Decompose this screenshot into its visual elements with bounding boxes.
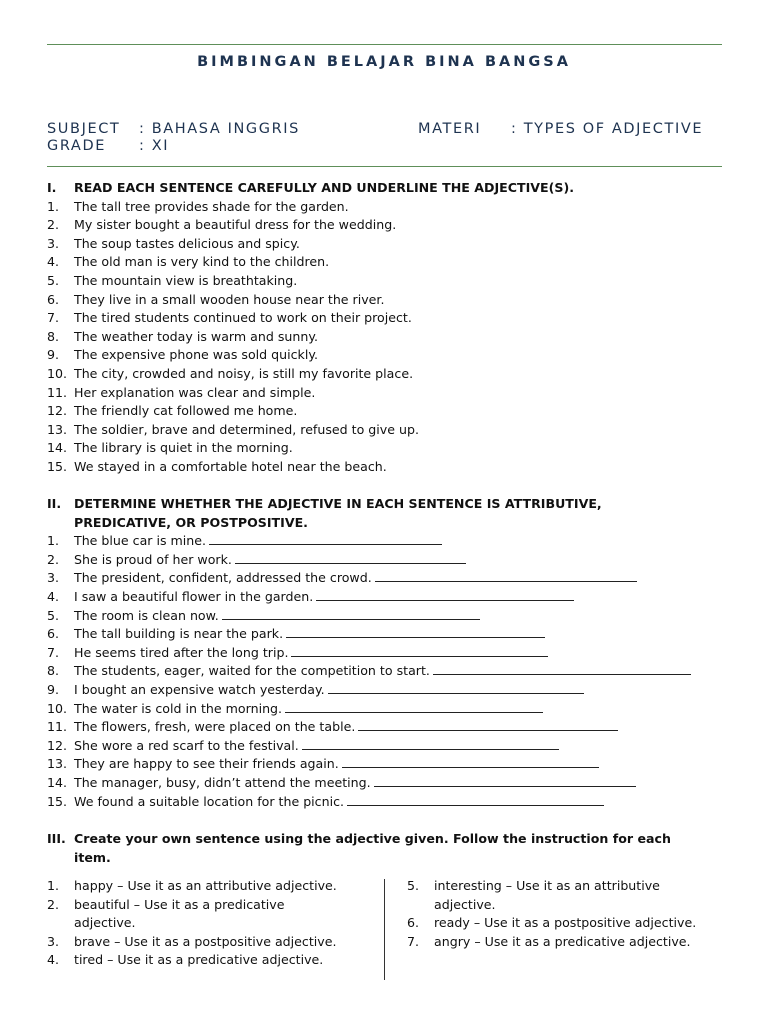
item-number: 2. xyxy=(47,896,60,912)
list-item xyxy=(47,951,367,970)
item-sentence-text: I saw a beautiful flower in the garden. xyxy=(74,588,314,604)
item-sentence xyxy=(74,755,599,774)
item-number: 5. xyxy=(407,878,420,893)
list-item xyxy=(47,235,727,254)
list-item xyxy=(407,877,737,896)
item-instruction: ready – Use it as a postpositive adjective. xyxy=(434,915,697,931)
list-item xyxy=(47,933,367,952)
item-instruction: tired – Use it as a predicative adjective. xyxy=(74,952,324,968)
item-instruction: interesting – Use it as an attributive xyxy=(434,878,660,893)
item-instruction: brave – Use it as a postpositive adjective. xyxy=(74,933,337,949)
item-sentence-text: The manager, busy, didn’t attend the meeting. xyxy=(74,774,371,790)
instruction-text: READ EACH SENTENCE CAREFULLY AND UNDERLINE THE ADJECTIVE(S). xyxy=(74,180,575,195)
answer-blank[interactable] xyxy=(302,737,559,750)
answer-blank[interactable] xyxy=(328,681,584,694)
section-3-left-column xyxy=(47,877,367,970)
instruction-text: Create your own sentence using the adjective given. Follow the instruction for each xyxy=(74,831,671,846)
item-number: 7. xyxy=(47,644,60,660)
item-sentence: The soup tastes delicious and spicy. xyxy=(74,235,300,251)
list-item xyxy=(47,662,727,681)
item-sentence xyxy=(74,569,637,588)
item-number: 14. xyxy=(47,774,68,790)
item-instruction: adjective. xyxy=(74,915,136,931)
list-item xyxy=(47,681,727,700)
column-divider xyxy=(384,879,385,980)
item-number: 11. xyxy=(47,719,68,735)
item-sentence: We stayed in a comfortable hotel near the beach. xyxy=(74,458,387,474)
answer-blank[interactable] xyxy=(347,793,604,806)
list-item-cont xyxy=(407,896,737,915)
item-sentence: The tired students continued to work on their project. xyxy=(74,310,412,326)
item-number: 10. xyxy=(47,700,68,716)
item-sentence xyxy=(74,718,618,737)
item-number: 13. xyxy=(47,421,68,437)
list-item xyxy=(47,253,727,272)
item-sentence xyxy=(74,607,480,626)
item-number: 15. xyxy=(47,458,68,474)
answer-blank[interactable] xyxy=(285,700,543,713)
item-sentence-text: We found a suitable location for the picnic. xyxy=(74,793,345,809)
instruction-text: DETERMINE WHETHER THE ADJECTIVE IN EACH SENTENCE IS ATTRIBUTIVE, xyxy=(74,496,602,511)
item-sentence: The city, crowded and noisy, is still my favorite place. xyxy=(74,365,414,381)
section-3-instruction-cont xyxy=(47,849,727,868)
list-item xyxy=(47,793,727,812)
list-item xyxy=(47,569,727,588)
page-title: BIMBINGAN BELAJAR BINA BANGSA xyxy=(197,54,571,70)
answer-blank[interactable] xyxy=(433,662,691,675)
answer-blank[interactable] xyxy=(222,607,480,620)
answer-blank[interactable] xyxy=(375,569,637,582)
list-item xyxy=(47,588,727,607)
item-number: 9. xyxy=(47,681,60,697)
section-2-instruction-cont xyxy=(47,514,727,533)
item-sentence-text: The students, eager, waited for the competition to start. xyxy=(74,663,430,679)
item-sentence xyxy=(74,625,545,644)
answer-blank[interactable] xyxy=(316,588,574,601)
list-item xyxy=(47,309,727,328)
materi-value: : TYPES OF ADJECTIVE xyxy=(511,121,704,137)
item-sentence-text: I bought an expensive watch yesterday. xyxy=(74,681,325,697)
item-number: 10. xyxy=(47,365,68,381)
subject-value: : BAHASA INGGRIS xyxy=(139,121,300,137)
section-numeral: I. xyxy=(47,180,57,195)
list-item xyxy=(47,532,727,551)
list-item xyxy=(47,755,727,774)
item-sentence: The old man is very kind to the children. xyxy=(74,254,330,270)
item-number: 3. xyxy=(47,235,60,251)
grade-value: : XI xyxy=(139,138,170,154)
item-number: 8. xyxy=(47,328,60,344)
item-sentence xyxy=(74,662,691,681)
item-sentence-text: They are happy to see their friends again. xyxy=(74,756,339,772)
list-item xyxy=(47,402,727,421)
item-sentence: My sister bought a beautiful dress for the wedding. xyxy=(74,217,397,233)
item-sentence-text: She wore a red scarf to the festival. xyxy=(74,737,299,753)
item-number: 6. xyxy=(47,291,60,307)
answer-blank[interactable] xyxy=(209,532,442,545)
list-item xyxy=(47,551,727,570)
grade-label: GRADE xyxy=(47,138,106,154)
list-item xyxy=(47,774,727,793)
answer-blank[interactable] xyxy=(342,755,599,768)
list-item xyxy=(47,272,727,291)
item-number: 8. xyxy=(47,663,60,679)
item-sentence xyxy=(74,588,574,607)
list-item xyxy=(47,439,727,458)
item-sentence: The tall tree provides shade for the garden. xyxy=(74,198,349,214)
item-sentence xyxy=(74,532,442,551)
list-item xyxy=(47,607,727,626)
list-item xyxy=(47,328,727,347)
section-3-instruction xyxy=(47,830,727,849)
item-sentence xyxy=(74,774,636,793)
header-bottom-rule xyxy=(47,166,722,167)
list-item xyxy=(47,896,367,915)
list-item xyxy=(47,365,727,384)
item-sentence-text: The water is cold in the morning. xyxy=(74,700,283,716)
item-sentence: The expensive phone was sold quickly. xyxy=(74,347,319,363)
section-1-instruction xyxy=(47,179,727,198)
subject-label: SUBJECT xyxy=(47,121,121,137)
item-number: 1. xyxy=(47,878,60,893)
item-number: 7. xyxy=(47,310,60,326)
list-item xyxy=(47,198,727,217)
item-sentence xyxy=(74,737,559,756)
list-item-cont xyxy=(47,914,367,933)
item-sentence xyxy=(74,700,543,719)
item-number: 3. xyxy=(47,933,60,949)
item-sentence: Her explanation was clear and simple. xyxy=(74,384,316,400)
item-number: 4. xyxy=(47,254,60,270)
item-number: 5. xyxy=(47,272,60,288)
item-sentence xyxy=(74,681,584,700)
item-instruction: adjective. xyxy=(434,896,496,912)
list-item xyxy=(47,718,727,737)
list-item xyxy=(47,421,727,440)
section-2 xyxy=(47,495,727,811)
item-instruction: beautiful – Use it as a predicative xyxy=(74,896,285,912)
item-number: 14. xyxy=(47,440,68,456)
item-sentence: The soldier, brave and determined, refused to give up. xyxy=(74,421,419,437)
item-number: 12. xyxy=(47,403,68,419)
item-instruction: happy – Use it as an attributive adjective. xyxy=(74,878,337,893)
item-sentence-text: The president, confident, addressed the crowd. xyxy=(74,570,372,586)
list-item xyxy=(47,384,727,403)
list-item xyxy=(47,700,727,719)
item-sentence: The weather today is warm and sunny. xyxy=(74,328,319,344)
list-item xyxy=(47,625,727,644)
item-number: 9. xyxy=(47,347,60,363)
item-number: 3. xyxy=(47,570,60,586)
item-sentence: The friendly cat followed me home. xyxy=(74,403,298,419)
top-rule xyxy=(47,44,722,45)
item-number: 6. xyxy=(47,626,60,642)
item-number: 7. xyxy=(407,933,420,949)
item-sentence xyxy=(74,551,466,570)
item-sentence-text: The blue car is mine. xyxy=(74,533,207,549)
list-item xyxy=(47,291,727,310)
section-1 xyxy=(47,179,727,477)
section-1-list xyxy=(47,198,727,477)
item-sentence xyxy=(74,644,548,663)
item-number: 5. xyxy=(47,607,60,623)
item-number: 4. xyxy=(47,588,60,604)
list-item xyxy=(47,216,727,235)
item-number: 15. xyxy=(47,793,68,809)
answer-blank[interactable] xyxy=(235,551,466,564)
materi-label: MATERI xyxy=(418,121,482,137)
list-item xyxy=(47,346,727,365)
item-number: 1. xyxy=(47,533,60,549)
answer-blank[interactable] xyxy=(374,774,636,787)
list-item xyxy=(47,644,727,663)
section-3 xyxy=(47,830,727,867)
item-sentence: They live in a small wooden house near the river. xyxy=(74,291,385,307)
list-item xyxy=(407,933,737,952)
section-numeral: III. xyxy=(47,831,66,846)
item-number: 4. xyxy=(47,952,60,968)
answer-blank[interactable] xyxy=(358,718,618,731)
section-2-instruction xyxy=(47,495,727,514)
item-number: 11. xyxy=(47,384,68,400)
item-sentence: The mountain view is breathtaking. xyxy=(74,272,298,288)
answer-blank[interactable] xyxy=(291,644,548,657)
item-sentence-text: He seems tired after the long trip. xyxy=(74,644,289,660)
section-numeral: II. xyxy=(47,496,62,511)
item-sentence-text: The flowers, fresh, were placed on the table. xyxy=(74,719,356,735)
item-sentence xyxy=(74,793,604,812)
list-item xyxy=(407,914,737,933)
instruction-text: PREDICATIVE, OR POSTPOSITIVE. xyxy=(74,514,308,530)
list-item xyxy=(47,877,367,896)
item-number: 2. xyxy=(47,217,60,233)
item-sentence-text: The tall building is near the park. xyxy=(74,626,284,642)
section-3-right-column xyxy=(407,877,737,951)
item-sentence: The library is quiet in the morning. xyxy=(74,440,293,456)
item-number: 12. xyxy=(47,737,68,753)
item-sentence-text: The room is clean now. xyxy=(74,607,219,623)
item-sentence-text: She is proud of her work. xyxy=(74,551,232,567)
item-number: 6. xyxy=(407,915,420,931)
item-number: 13. xyxy=(47,756,68,772)
answer-blank[interactable] xyxy=(286,625,545,638)
list-item xyxy=(47,737,727,756)
section-2-list xyxy=(47,532,727,811)
list-item xyxy=(47,458,727,477)
item-number: 2. xyxy=(47,551,60,567)
instruction-text: item. xyxy=(74,849,111,865)
item-instruction: angry – Use it as a predicative adjective. xyxy=(434,933,691,949)
item-number: 1. xyxy=(47,198,60,214)
